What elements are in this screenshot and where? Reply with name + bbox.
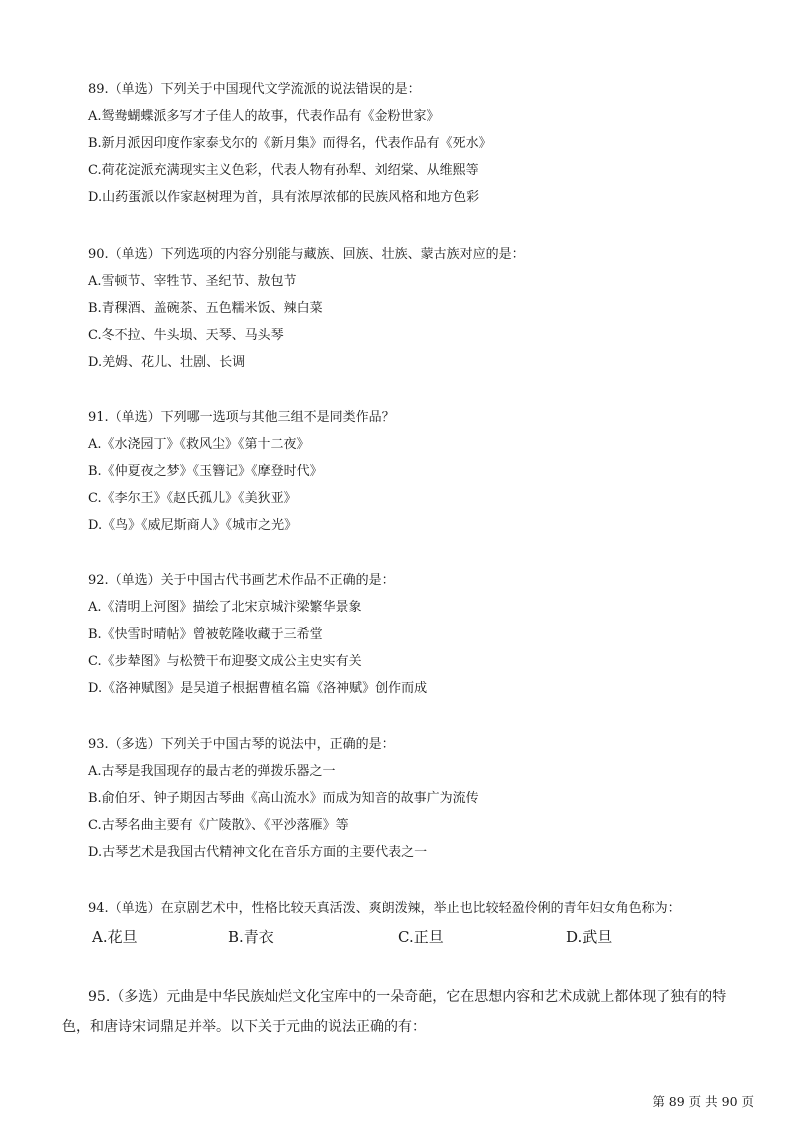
question-stem: 91.（单选）下列哪一选项与其他三组不是同类作品？ xyxy=(88,410,395,425)
question-stem: 93.（多选）下列关于中国古琴的说法中，正确的是： xyxy=(88,737,395,752)
option-b: B.《仲夏夜之梦》《玉簪记》《摩登时代》 xyxy=(88,464,323,479)
option-a: A.花旦 xyxy=(92,928,138,946)
option-c: C.古琴名曲主要有《广陵散》、《平沙落雁》等 xyxy=(88,818,349,833)
option-d: D.古琴艺术是我国古代精神文化在音乐方面的主要代表之一 xyxy=(88,845,428,860)
option-d: D.《洛神赋图》是吴道子根据曹植名篇《洛神赋》创作而成 xyxy=(88,681,428,696)
option-b: B.青衣 xyxy=(228,928,274,946)
question-94 xyxy=(88,895,768,952)
page-number: 第 89 页 共 90 页 xyxy=(652,1094,754,1109)
question-91 xyxy=(88,404,768,539)
option-a: A.雪顿节、宰牲节、圣纪节、敖包节 xyxy=(88,274,297,289)
question-90 xyxy=(88,241,768,376)
option-c: C.荷花淀派充满现实主义色彩，代表人物有孙犁、刘绍棠、从维熙等 xyxy=(88,163,479,178)
question-89 xyxy=(88,76,768,211)
question-stem: 92.（单选）关于中国古代书画艺术作品不正确的是： xyxy=(88,573,395,588)
option-b: B.俞伯牙、钟子期因古琴曲《高山流水》而成为知音的故事广为流传 xyxy=(88,791,479,806)
option-c: C.冬不拉、牛头埙、天琴、马头琴 xyxy=(88,328,284,343)
option-b: B.新月派因印度作家泰戈尔的《新月集》而得名，代表作品有《死水》 xyxy=(88,136,492,151)
question-93 xyxy=(88,731,768,866)
question-stem: 89.（单选）下列关于中国现代文学流派的说法错误的是： xyxy=(88,82,421,97)
option-a: A.《水浇园丁》《救风尘》《第十二夜》 xyxy=(88,437,310,452)
question-stem: 95.（多选）元曲是中华民族灿烂文化宝库中的一朵奇葩，它在思想内容和艺术成就上都体现了独有的特色，和唐诗宋词鼎足并举。以下关于元曲的说法正确的有： xyxy=(62,989,727,1035)
option-b: B.《快雪时晴帖》曾被乾隆收藏于三希堂 xyxy=(88,627,323,642)
question-95 xyxy=(62,982,746,1042)
option-c: C.《步辇图》与松赞干布迎娶文成公主史实有关 xyxy=(88,654,362,669)
option-c: C.《李尔王》《赵氏孤儿》《美狄亚》 xyxy=(88,491,297,506)
option-a: A.鸳鸯蝴蝶派多写才子佳人的故事，代表作品有《金粉世家》 xyxy=(88,109,440,124)
option-d: D.武旦 xyxy=(566,928,613,946)
option-d: D.《鸟》《威尼斯商人》《城市之光》 xyxy=(88,518,298,533)
option-d: D.羌姆、花儿、壮剧、长调 xyxy=(88,355,246,370)
option-c: C.正旦 xyxy=(398,928,444,946)
options-row xyxy=(88,922,768,952)
question-92 xyxy=(88,567,768,702)
option-a: A.《清明上河图》描绘了北宋京城汴梁繁华景象 xyxy=(88,600,362,615)
question-stem: 90.（单选）下列选项的内容分别能与藏族、回族、壮族、蒙古族对应的是： xyxy=(88,247,525,262)
option-b: B.青稞酒、盖碗茶、五色糯米饭、辣白菜 xyxy=(88,301,323,316)
option-a: A.古琴是我国现存的最古老的弹拨乐器之一 xyxy=(88,764,336,779)
option-d: D.山药蛋派以作家赵树理为首，具有浓厚浓郁的民族风格和地方色彩 xyxy=(88,190,480,205)
question-stem: 94.（单选）在京剧艺术中，性格比较天真活泼、爽朗泼辣，举止也比较轻盈伶俐的青年妇女角色称为： xyxy=(88,901,681,916)
